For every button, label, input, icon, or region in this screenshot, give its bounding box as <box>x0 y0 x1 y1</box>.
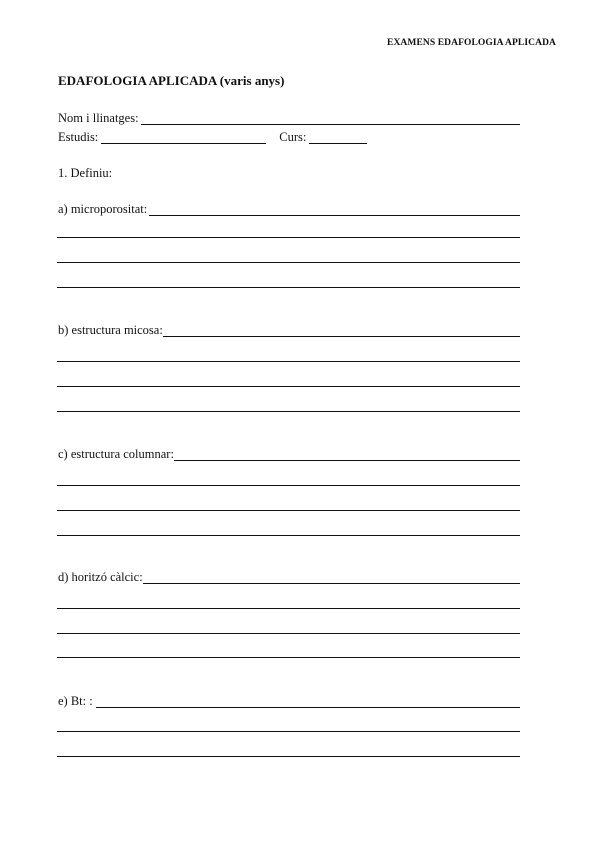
answer-line[interactable] <box>57 262 520 263</box>
item-c-row <box>58 445 520 461</box>
answer-line[interactable] <box>57 756 520 757</box>
course-label: Curs: <box>279 130 307 144</box>
studies-field[interactable] <box>101 131 266 144</box>
item-d-row <box>58 568 520 584</box>
item-e-row <box>58 692 520 708</box>
item-b-field[interactable] <box>163 324 520 337</box>
answer-line[interactable] <box>57 386 520 387</box>
item-c-label: c) estructura columnar: <box>58 447 174 461</box>
item-e-field[interactable] <box>96 695 520 708</box>
name-row <box>58 109 520 125</box>
answer-line[interactable] <box>57 411 520 412</box>
item-c-field[interactable] <box>174 448 520 461</box>
answer-line[interactable] <box>57 731 520 732</box>
document-title: EDAFOLOGIA APLICADA (varis anys) <box>58 73 285 88</box>
answer-line[interactable] <box>57 657 520 658</box>
item-b-row <box>58 321 520 337</box>
course-field[interactable] <box>309 131 367 144</box>
answer-line[interactable] <box>57 510 520 511</box>
item-d-label: d) horitzó càlcic: <box>58 570 143 584</box>
item-a-row <box>58 200 520 216</box>
item-a-label: a) microporositat: <box>58 202 148 216</box>
answer-line[interactable] <box>57 608 520 609</box>
studies-row <box>58 128 367 144</box>
running-header: EXAMENS EDAFOLOGIA APLICADA <box>387 38 556 48</box>
answer-line[interactable] <box>57 535 520 536</box>
name-field[interactable] <box>141 112 520 125</box>
studies-label: Estudis: <box>58 130 99 144</box>
answer-line[interactable] <box>57 287 520 288</box>
answer-line[interactable] <box>57 633 520 634</box>
item-d-field[interactable] <box>143 571 520 584</box>
question-1: 1. Definiu: <box>58 166 113 180</box>
name-label: Nom i llinatges: <box>58 111 139 125</box>
item-b-label: b) estructura micosa: <box>58 323 163 337</box>
answer-line[interactable] <box>57 237 520 238</box>
answer-line[interactable] <box>57 361 520 362</box>
item-e-label: e) Bt: : <box>58 694 93 708</box>
answer-line[interactable] <box>57 485 520 486</box>
item-a-field[interactable] <box>149 203 520 216</box>
